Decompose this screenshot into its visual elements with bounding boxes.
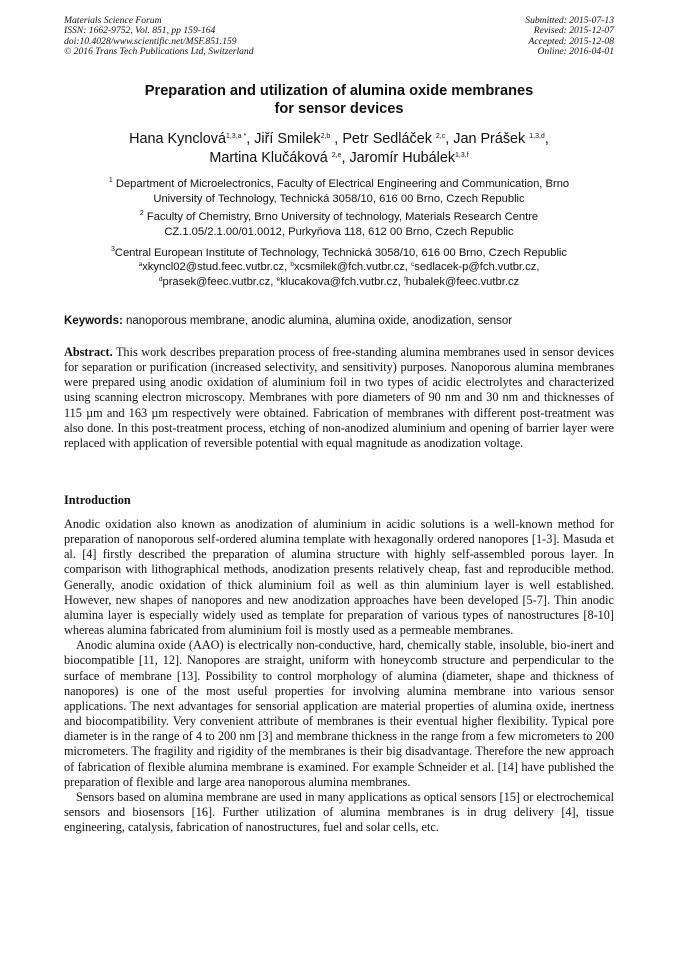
email-address[interactable]: sedlacek-p@fch.vutbr.cz, (414, 261, 540, 273)
author-list (64, 130, 614, 168)
journal-header-left (64, 16, 254, 58)
revised-date: Revised: 2015-12-07 (533, 25, 614, 37)
email-mark: d (158, 275, 163, 283)
author-emails (64, 260, 614, 289)
introduction-body (64, 517, 614, 835)
abstract-text: This work describes preparation process of free-standing alumina membranes used in sensor devices for separation or purification (increased selectivity, and sensitivity) purposes. Nanoporous alumina membranes were prepared using anodic oxidation of aluminium foil in two types of acidic electrolytes and characterized using scanning electron microscopy. Membranes with pore diameters of 90 nm and 30 nm and thicknesses of 115 µm and 163 µm respectively were obtained. Fabrication of membranes with different post-treatment was also done. In this post-treatment process, etching of non-anodized aluminium and opening of barrier layer were replaced with application of reversible potential with equal magnitude as anodization voltage. (64, 345, 614, 450)
author-affil-mark: 1,3,f (455, 152, 469, 159)
affiliation-text: Faculty of Chemistry, Brno University of technology, Materials Research Centre (146, 211, 539, 223)
title-line-2: for sensor devices (274, 101, 404, 117)
affiliation-text: Department of Microelectronics, Faculty of Electrical Engineering and Communication, Brno (115, 178, 570, 190)
online-date: Online: 2016-04-01 (537, 46, 614, 58)
section-heading-introduction: Introduction (64, 493, 131, 507)
paragraph: Anodic oxidation also known as anodization of aluminium in acidic solutions is a well-known method for preparation of nanoporous self-ordered alumina template with hexagonally ordered nanopores [1-3]. Masuda et al. [4] firstly described the preparation of alumina structure with highly self-assembled porous layer. In comparison with lithographical methods, anodization presents relatively cheap, fast and reproducible method. Generally, anodic oxidation of thick aluminium foil as well as thin aluminium layer is well established. However, new shapes of nanopores and new anodization approaches have been developed [5-7]. Thin anodic alumina layer is especially widely used as template for preparation of various types of nanostructures [8-10] whereas alumina fabricated from aluminium foil is mostly used as a permeable membranes. (64, 517, 614, 638)
accepted-date: Accepted: 2015-12-08 (528, 35, 614, 47)
author-name: Petr Sedláček (342, 131, 432, 147)
email-address[interactable]: hubalek@feec.vutbr.cz (405, 275, 520, 288)
author-name: Jaromír Hubálek (349, 150, 456, 166)
affiliation-text: University of Technology, Technická 3058/10, 616 00 Brno, Czech Republic (153, 192, 525, 205)
submitted-date: Submitted: 2015-07-13 (525, 15, 614, 26)
author-affil-mark: 1,3,d (529, 133, 545, 140)
doi: doi:10.4028/www.scientific.net/MSF.851.159 (64, 35, 237, 47)
author-name: Jan Prášek (453, 131, 526, 147)
author-name: Jiří Smilek (254, 131, 321, 147)
email-mark: e (276, 275, 281, 283)
author-name: Hana Kynclová (129, 131, 226, 147)
author-line-1: Hana Kynclová$^{1,3,a *}$, Jiří Smilek$^{2,b}$ , Petr Sedláček $^{2,c}$, Jan Prášek $^{1,3,d}$, (129, 131, 549, 147)
journal-header-right (525, 16, 614, 58)
author-affil-mark: 2,c (435, 133, 446, 140)
affiliation-number: 1 (108, 177, 113, 184)
keywords-label: Keywords: (64, 315, 123, 327)
issn-volume: ISSN: 1662-9752, Vol. 851, pp 159-164 (64, 25, 216, 37)
affiliation-3 (64, 246, 614, 261)
abstract (64, 345, 614, 451)
email-mark: f (403, 275, 406, 283)
email-mark: b (290, 261, 294, 268)
email-mark: a (138, 261, 143, 268)
author-affil-mark: 2,e (331, 152, 342, 159)
author-name: Martina Klučáková (209, 150, 328, 166)
title-line-1: Preparation and utilization of alumina oxide membranes (144, 83, 534, 99)
author-affil-mark: 1,3,a * (225, 133, 247, 140)
keywords (64, 314, 614, 329)
paragraph: Sensors based on alumina membrane are used in many applications as optical sensors [15] or electrochemical sensors and biosensors [16]. Further utilization of alumina membranes is in drug delivery [4], tissue engineering, catalysis, fabrication of nanostructures, fuel and solar cells, etc. (64, 789, 614, 835)
copyright: © 2016 Trans Tech Publications Ltd, Switzerland (64, 46, 254, 58)
journal-name: Materials Science Forum (64, 15, 162, 26)
email-address[interactable]: klucakova@fch.vutbr.cz, (280, 275, 401, 288)
email-mark: c (411, 261, 415, 268)
paper-title (64, 82, 614, 118)
affiliation-text: CZ.1.05/2.1.00/01.0012, Purkyňova 118, 612 00 Brno, Czech Republic (164, 225, 514, 238)
paragraph: Anodic alumina oxide (AAO) is electrically non-conductive, hard, chemically stable, insoluble, bio-inert and biocompatible [11, 12]. Nanopores are straight, uniform with honeycomb structure and perpendicular to the surface of membrane [13]. Possibility to control morphology of alumina (diameter, shape and thickness of nanopores) is one of the most useful properties for involving alumina membrane into various sensor applications. The next advantages for sensorial application are material properties of alumina oxide, inertness and biocompatibility. Very convenient attribute of membranes is their eventual higher flexibility. Typical pore diameter is in the range of 4 to 200 nm [3] and membrane thickness in the range from a few micrometers to 200 micrometers. The fragility and rigidity of the membranes is their big disadvantage. Therefore the new approach of fabrication of flexible alumina membrane is examined. For example Schneider et al. [14] have published the preparation of flexible and large area nanoporous alumina membranes. (64, 638, 614, 789)
affiliation-number: 3 (110, 246, 115, 253)
email-address[interactable]: xcsmilek@fch.vutbr.cz, (293, 261, 408, 273)
email-address[interactable]: prasek@feec.vutbr.cz, (162, 275, 274, 288)
affiliation-number: 2 (139, 210, 144, 217)
email-address[interactable]: xkyncl02@stud.feec.vutbr.cz, (142, 261, 288, 273)
keywords-text: nanoporous membrane, anodic alumina, alumina oxide, anodization, sensor (122, 315, 513, 327)
abstract-label: Abstract. (64, 345, 113, 359)
author-line-2: Martina Klučáková $^{2,e}$, Jaromír Hubálek$^{1,3,f}$ (209, 150, 469, 166)
author-affil-mark: 2,b (320, 133, 331, 140)
affiliation-text: Central European Institute of Technology, Technická 3058/10, 616 00 Brno, Czech Republic (114, 247, 568, 259)
affiliation-1 (64, 177, 614, 206)
affiliation-2 (64, 210, 614, 239)
